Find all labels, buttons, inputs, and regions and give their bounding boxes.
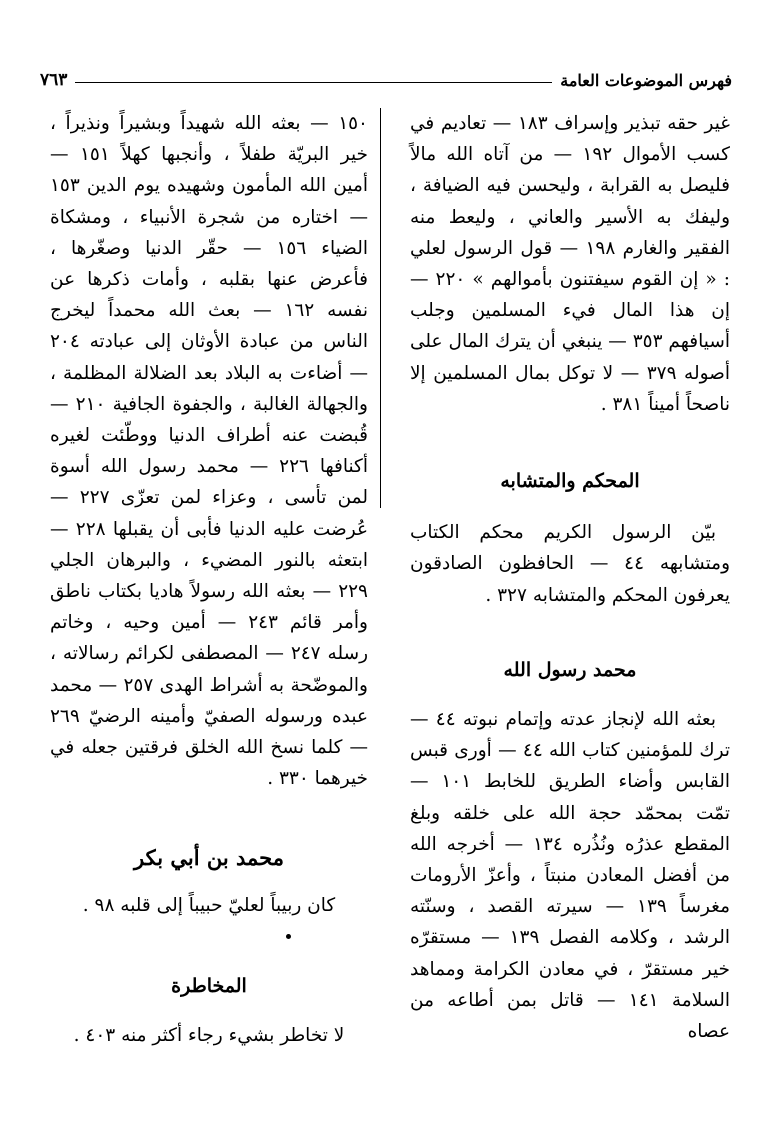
section-text-muhammad-rasul: بعثه الله لإنجاز عدته وإتمام نبوته ٤٤ — ترك للمؤمنين كتاب الله ٤٤ — أورى قبس القابس وأضاء الطريق للخابط ١٠١ — تمّت بمحمّد حجة الله على خلقه وبلغ المقطع عذرُه ونُذُره ١٣٤ — أخرجه الله من أفضل المعادن منبتاً ، وأعزّ الأرومات مغرساً ١٣٩ — سيرته القصد ، وسنّته الرشد ، وكلامه الفصل ١٣٩ — مستقرّه خير مستقرّ ، في معادن الكرامة ومماهد السلامة ١٤١ — قاتل بمن أطاعه من عصاه: [410, 709, 731, 1043]
ink-speck: [286, 934, 291, 939]
right-intro-paragraph: غير حقه تبذير وإسراف ١٨٣ — تعاديم في كسب الأموال ١٩٢ — من آتاه الله مالاً فليصل به القرابة ، وليحسن فيه الضيافة ، وليفك به الأسير والعاني ، وليعط منه الفقير والغارم ١٩٨ — قول الرسول لعلي : « إن القوم سيفتنون بأموالهم » ٢٢٠ — إن هذا المال فيء المسلمين وجلب أسيافهم ٣٥٣ — ينبغي أن يترك المال على أصوله ٣٧٩ — لا توكل بمال المسلمين إلا ناصحاً أميناً ٣٨١ .: [410, 113, 731, 415]
section-heading-muhkam: المحكم والمتشابه: [500, 470, 640, 493]
column-divider: [380, 108, 381, 508]
section-heading-mukhatara: المخاطرة: [171, 974, 247, 997]
page-number: ٧٦٣: [40, 70, 68, 90]
left-intro-paragraph: ١٥٠ — بعثه الله شهيداً وبشيراً ونذيراً ، خير البريّة طفلاً ، وأنجبها كهلاً ١٥١ — أمين الله المأمون وشهيده يوم الدين ١٥٣ — اختاره من شجرة الأنبياء ، ومشكاة الضياء ١٥٦ — حقّر الدنيا وصغّرها ، فأعرض عنها بقلبه ، وأمات ذكرها عن نفسه ١٦٢ — بعث الله محمداً ليخرج الناس من عبادة الأوثان إلى عبادته ٢٠٤ — أضاءت به البلاد بعد الضلالة المظلمة ، والجهالة الغالبة ، والجفوة الجافية ٢١٠ — قُبضت عنه أطراف الدنيا ووطّئت لغيره أكنافها ٢٢٦ — محمد رسول الله أسوة لمن تأسى ، وعزاء لمن تعزّى ٢٢٧ — عُرضت عليه الدنيا فأبى أن يقبلها ٢٢٨ — ابتعثه بالنور المضيء ، والبرهان الجلي ٢٢٩ — بعثه الله رسولاً هاديا بكتاب ناطق وأمر قائم ٢٤٣ — أمين وحيه ، وخاتم رسله ٢٤٧ — المصطفى لكرائم رسالاته ، والموضّحة به أشراط الهدى ٢٥٧ — محمد عبده ورسوله الصفيّ وأمينه الرضيّ ٢٦٩ — كلما نسخ الله الخلق فرقتين جعله في خيرهما ٣٣٠ .: [50, 113, 369, 790]
right-column: [410, 108, 730, 1047]
section-text-muhkam: بيّن الرسول الكريم محكم الكتاب ومتشابهه ٤٤ — الحافظون الصادقون يعرفون المحكم والمتشابه ٣٢٧ .: [410, 522, 731, 606]
section-heading-muhammad-rasul: محمد رسول الله: [503, 658, 637, 681]
section-text-mukhatara: لا تخاطر بشيء رجاء أكثر منه ٤٠٣ .: [73, 1025, 345, 1047]
header-title: فهرس الموضوعات العامة: [560, 71, 732, 90]
left-column: [50, 108, 368, 1051]
header-rule: [75, 82, 552, 83]
running-header: [40, 62, 732, 90]
section-heading-muhammad-ibn-abi-bakr: محمد بن أبي بكر: [134, 845, 284, 871]
section-text-muhammad-ibn-abi-bakr: كان ربيباً لعليّ حبيباً إلى قلبه ٩٨ .: [82, 894, 336, 916]
